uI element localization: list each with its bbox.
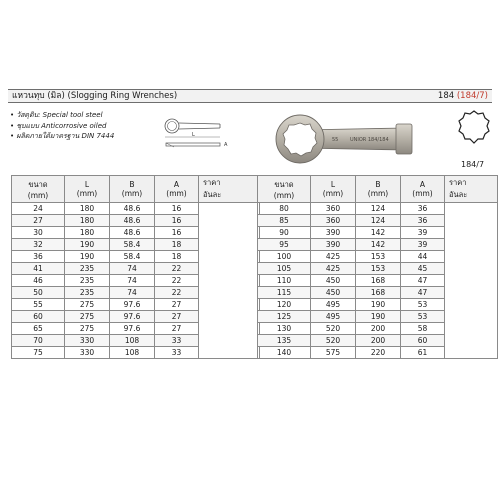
cell-a: 47: [401, 287, 445, 299]
col-header-b: [356, 176, 401, 203]
col-header-l: [311, 176, 356, 203]
cell-size: 125: [258, 311, 311, 323]
diagram-label-l: L: [192, 132, 195, 138]
cell-l: 450: [311, 287, 356, 299]
cell-l: 495: [311, 311, 356, 323]
header-b-unit: (mm): [367, 189, 389, 198]
header-b-label: B: [375, 180, 381, 189]
cell-b: 220: [356, 347, 401, 359]
cell-size: 41: [12, 263, 65, 275]
table-row: [12, 203, 260, 215]
photo-size-engraving: 55: [332, 137, 339, 143]
cell-b: 142: [356, 227, 401, 239]
cell-a: 18: [155, 251, 199, 263]
cell-a: 16: [155, 227, 199, 239]
cell-size: 95: [258, 239, 311, 251]
cell-size: 120: [258, 299, 311, 311]
header-a-label: A: [419, 180, 426, 189]
cell-a: 44: [401, 251, 445, 263]
header-price-label: ราคา: [203, 178, 221, 187]
cell-l: 190: [65, 239, 110, 251]
spec-item-standard: • ผลิตภายใต้มาตรฐาน DIN 7444: [10, 132, 115, 140]
cell-b: 142: [356, 239, 401, 251]
cell-price: [445, 203, 498, 359]
cell-b: 190: [356, 311, 401, 323]
header-size-unit: (mm): [27, 190, 49, 200]
cell-l: 180: [65, 215, 110, 227]
table-header-row: [258, 176, 498, 203]
cell-a: 22: [155, 275, 199, 287]
header-b-unit: (mm): [121, 189, 143, 198]
size-table-left: [11, 175, 260, 359]
col-header-l: [65, 176, 110, 203]
cell-b: 124: [356, 215, 401, 227]
photo-brand-engraving: UNIOR 184/184: [350, 137, 389, 143]
cell-l: 180: [65, 227, 110, 239]
cell-size: 105: [258, 263, 311, 275]
header-a-unit: (mm): [166, 189, 187, 198]
cell-l: 495: [311, 299, 356, 311]
col-header-price: [445, 176, 498, 203]
cell-a: 36: [401, 203, 445, 215]
cell-l: 275: [65, 299, 110, 311]
cell-a: 22: [155, 263, 199, 275]
cell-l: 235: [65, 287, 110, 299]
cell-b: 124: [356, 203, 401, 215]
cell-a: 33: [155, 347, 199, 359]
spec-item-coating: • ชุบแบบ Anticorrosive oiled: [10, 121, 107, 130]
size-table-right: [257, 175, 498, 359]
header-a-unit: (mm): [412, 189, 433, 198]
cell-size: 110: [258, 275, 311, 287]
table-body-left: [12, 203, 260, 359]
cell-l: 425: [311, 251, 356, 263]
cell-b: 153: [356, 251, 401, 263]
cell-size: 46: [12, 275, 65, 287]
cell-b: 97.6: [110, 311, 155, 323]
header-size-label: ขนาด: [274, 179, 294, 189]
cell-size: 60: [12, 311, 65, 323]
cell-size: 80: [258, 203, 311, 215]
cell-l: 390: [311, 227, 356, 239]
col-header-a: [401, 176, 445, 203]
cell-size: 36: [12, 251, 65, 263]
cell-a: 16: [155, 203, 199, 215]
cell-l: 180: [65, 203, 110, 215]
cell-l: 330: [65, 347, 110, 359]
cell-b: 153: [356, 263, 401, 275]
table-row: [258, 203, 498, 215]
twelve-point-ring-icon: [456, 109, 492, 145]
page-title: แหวนทุบ (มิล) (Slogging Ring Wrenches): [12, 91, 178, 101]
cell-b: 74: [110, 263, 155, 275]
model-label: 184/7: [461, 160, 485, 169]
cell-size: 65: [12, 323, 65, 335]
col-header-price: [199, 176, 260, 203]
cell-b: 200: [356, 335, 401, 347]
header-b-label: B: [129, 180, 135, 189]
header-l-label: L: [330, 180, 336, 189]
header-l-unit: (mm): [322, 189, 344, 198]
table-body-right: [258, 203, 498, 359]
cell-size: 140: [258, 347, 311, 359]
cell-a: 36: [401, 215, 445, 227]
cell-l: 575: [311, 347, 356, 359]
cell-size: 75: [12, 347, 65, 359]
cell-a: 61: [401, 347, 445, 359]
cell-b: 108: [110, 335, 155, 347]
cell-b: 200: [356, 323, 401, 335]
cell-a: 53: [401, 299, 445, 311]
header-price-label: ราคา: [449, 178, 467, 187]
product-code: [438, 90, 488, 102]
cell-a: 27: [155, 299, 199, 311]
cell-size: 55: [12, 299, 65, 311]
cell-size: 27: [12, 215, 65, 227]
col-header-size: [258, 176, 311, 203]
cell-b: 74: [110, 287, 155, 299]
cell-a: 58: [401, 323, 445, 335]
cell-a: 33: [155, 335, 199, 347]
title-bar: [8, 89, 492, 103]
cell-a: 18: [155, 239, 199, 251]
cell-b: 58.4: [110, 239, 155, 251]
cell-l: 390: [311, 239, 356, 251]
col-header-a: [155, 176, 199, 203]
cell-l: 520: [311, 335, 356, 347]
cell-a: 39: [401, 239, 445, 251]
cell-l: 425: [311, 263, 356, 275]
header-size-label: ขนาด: [28, 179, 48, 189]
cell-a: 16: [155, 215, 199, 227]
diagram-label-a: A: [224, 142, 228, 148]
cell-a: 27: [155, 323, 199, 335]
cell-a: 45: [401, 263, 445, 275]
cell-b: 74: [110, 275, 155, 287]
col-header-b: [110, 176, 155, 203]
product-code-main: 184: [437, 91, 455, 101]
cell-size: 130: [258, 323, 311, 335]
cell-a: 39: [401, 227, 445, 239]
header-l-label: L: [84, 180, 90, 189]
cell-size: 70: [12, 335, 65, 347]
cell-a: 47: [401, 275, 445, 287]
cell-b: 108: [110, 347, 155, 359]
cell-a: 22: [155, 287, 199, 299]
cell-size: 115: [258, 287, 311, 299]
wrench-dimension-diagram: [160, 116, 240, 158]
cell-b: 168: [356, 275, 401, 287]
cell-b: 58.4: [110, 251, 155, 263]
wrench-photo: [270, 108, 420, 166]
cell-l: 360: [311, 203, 356, 215]
header-price-unit: อันละ: [203, 190, 222, 199]
cell-size: 135: [258, 335, 311, 347]
table-header-row: [12, 176, 260, 203]
cell-price: [199, 203, 260, 359]
cell-b: 97.6: [110, 323, 155, 335]
cell-l: 275: [65, 323, 110, 335]
cell-l: 275: [65, 311, 110, 323]
product-code-alt: (184/7): [456, 91, 488, 101]
cell-size: 24: [12, 203, 65, 215]
cell-l: 190: [65, 251, 110, 263]
header-size-unit: (mm): [273, 190, 295, 200]
cell-l: 360: [311, 215, 356, 227]
cell-size: 100: [258, 251, 311, 263]
cell-a: 53: [401, 311, 445, 323]
cell-l: 330: [65, 335, 110, 347]
cell-size: 90: [258, 227, 311, 239]
cell-l: 235: [65, 275, 110, 287]
cell-size: 32: [12, 239, 65, 251]
cell-l: 520: [311, 323, 356, 335]
cell-b: 97.6: [110, 299, 155, 311]
cell-b: 190: [356, 299, 401, 311]
cell-a: 60: [401, 335, 445, 347]
col-header-size: [12, 176, 65, 203]
cell-b: 168: [356, 287, 401, 299]
spec-list: [10, 110, 114, 142]
header-a-label: A: [173, 180, 180, 189]
cell-l: 235: [65, 263, 110, 275]
cell-b: 48.6: [110, 215, 155, 227]
header-price-unit: อันละ: [449, 190, 468, 199]
cell-l: 450: [311, 275, 356, 287]
header-l-unit: (mm): [76, 189, 98, 198]
cell-b: 48.6: [110, 203, 155, 215]
cell-size: 85: [258, 215, 311, 227]
cell-size: 50: [12, 287, 65, 299]
cell-a: 27: [155, 311, 199, 323]
spec-item-material: • วัสดุดิบ: Special tool steel: [10, 111, 103, 119]
cell-size: 30: [12, 227, 65, 239]
cell-b: 48.6: [110, 227, 155, 239]
